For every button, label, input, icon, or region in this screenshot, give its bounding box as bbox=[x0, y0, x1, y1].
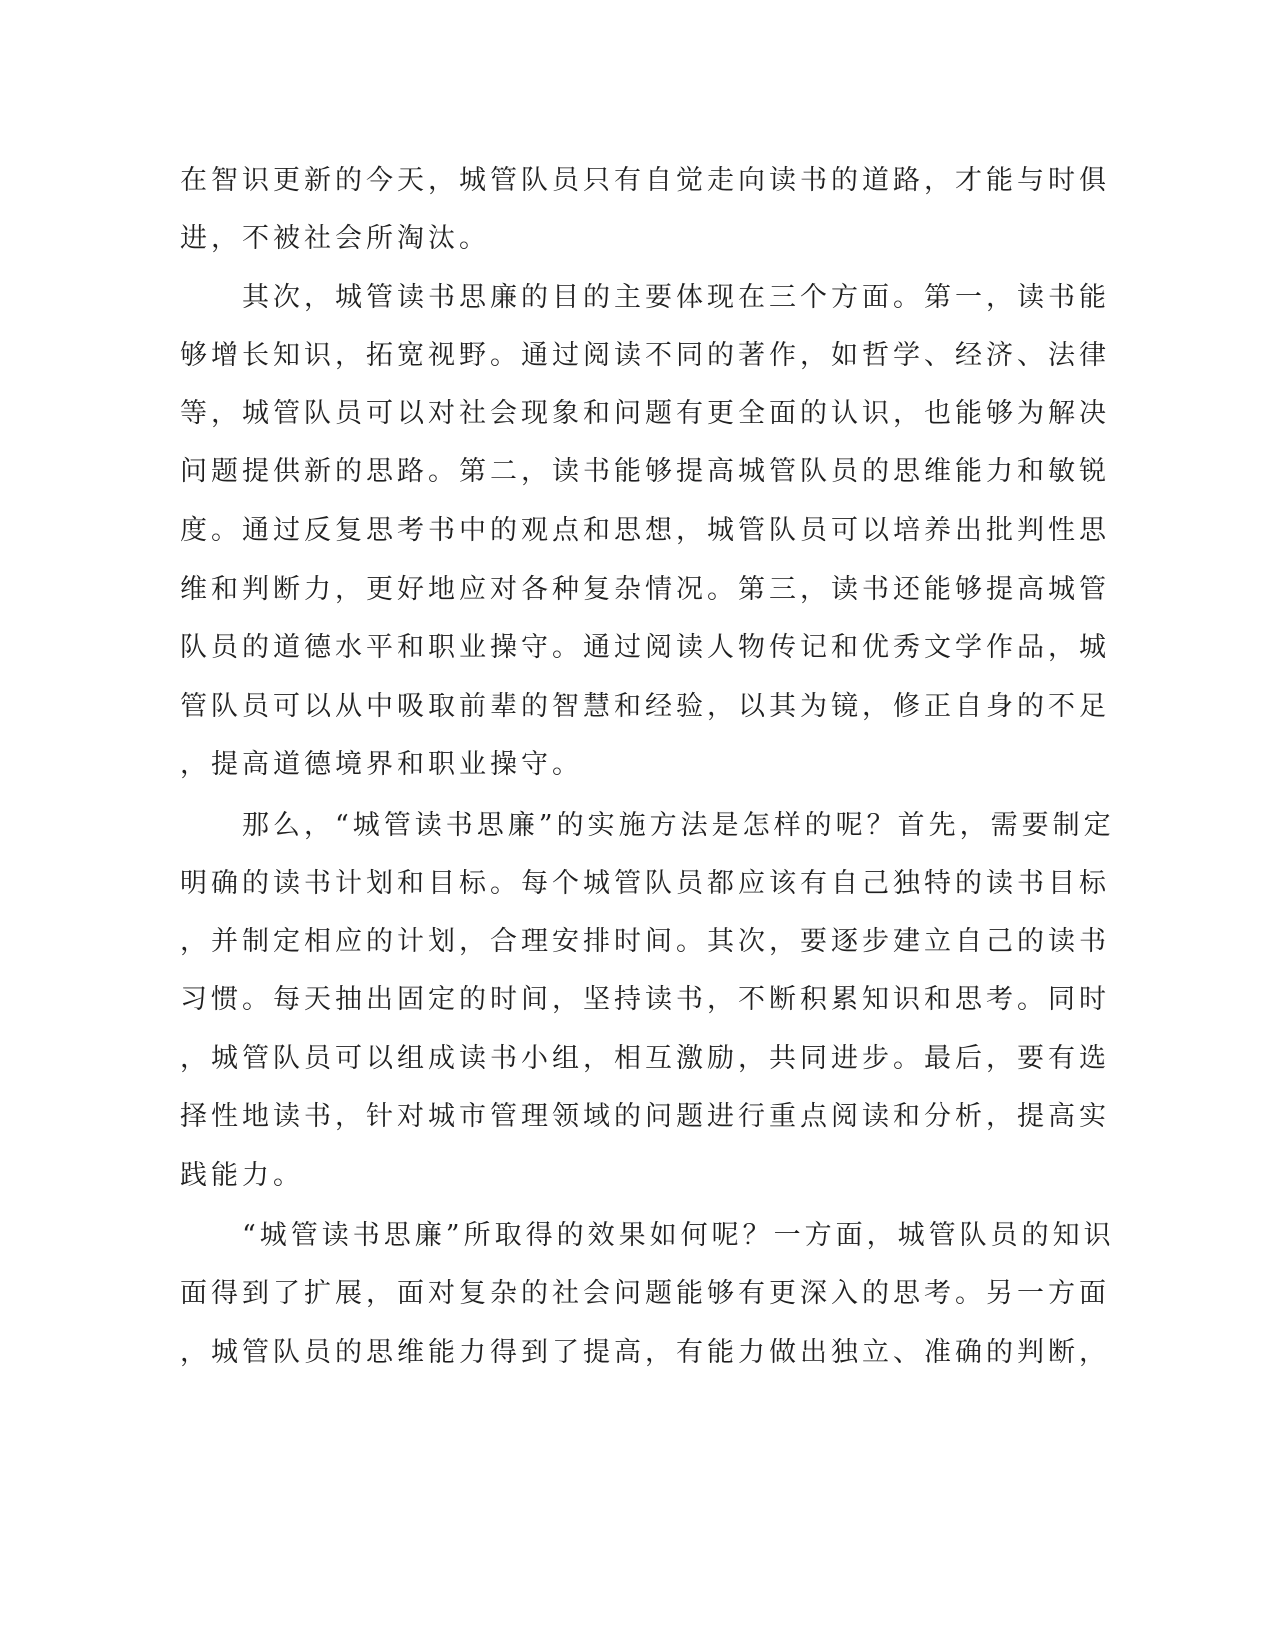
text-line: 择性地读书，针对城市管理领域的问题进行重点阅读和分析，提高实 bbox=[180, 1101, 1110, 1132]
text-line: 其次，城管读书思廉的目的主要体现在三个方面。第一，读书能 bbox=[180, 282, 1110, 313]
text-line: ，城管队员可以组成读书小组，相互激励，共同进步。最后，要有选 bbox=[180, 1043, 1110, 1074]
text-line: 践能力。 bbox=[180, 1160, 304, 1191]
text-line: 问题提供新的思路。第二，读书能够提高城管队员的思维能力和敏锐 bbox=[180, 456, 1110, 487]
text-line: 面得到了扩展，面对复杂的社会问题能够有更深入的思考。另一方面 bbox=[180, 1278, 1110, 1309]
text-line: 维和判断力，更好地应对各种复杂情况。第三，读书还能够提高城管 bbox=[180, 574, 1110, 605]
text-line: 管队员可以从中吸取前辈的智慧和经验，以其为镜，修正自身的不足 bbox=[180, 691, 1110, 722]
text-line: ，并制定相应的计划，合理安排时间。其次，要逐步建立自己的读书 bbox=[180, 926, 1110, 957]
text-line: 习惯。每天抽出固定的时间，坚持读书，不断积累知识和思考。同时 bbox=[180, 984, 1110, 1015]
text-line: ，城管队员的思维能力得到了提高，有能力做出独立、准确的判断， bbox=[180, 1337, 1110, 1368]
text-line: 明确的读书计划和目标。每个城管队员都应该有自己独特的读书目标 bbox=[180, 868, 1110, 899]
text-line: 那么，“城管读书思廉”的实施方法是怎样的呢？首先，需要制定 bbox=[180, 810, 1115, 841]
text-line: 度。通过反复思考书中的观点和思想，城管队员可以培养出批判性思 bbox=[180, 515, 1110, 546]
text-line: “城管读书思廉”所取得的效果如何呢？一方面，城管队员的知识 bbox=[180, 1220, 1115, 1251]
text-line: 够增长知识，拓宽视野。通过阅读不同的著作，如哲学、经济、法律 bbox=[180, 340, 1110, 371]
text-line: 等，城管队员可以对社会现象和问题有更全面的认识，也能够为解决 bbox=[180, 398, 1110, 429]
text-line: 进，不被社会所淘汰。 bbox=[180, 223, 490, 254]
text-line: 队员的道德水平和职业操守。通过阅读人物传记和优秀文学作品，城 bbox=[180, 632, 1110, 663]
text-line: 在智识更新的今天，城管队员只有自觉走向读书的道路，才能与时俱 bbox=[180, 165, 1110, 196]
text-line: ，提高道德境界和职业操守。 bbox=[180, 749, 583, 780]
